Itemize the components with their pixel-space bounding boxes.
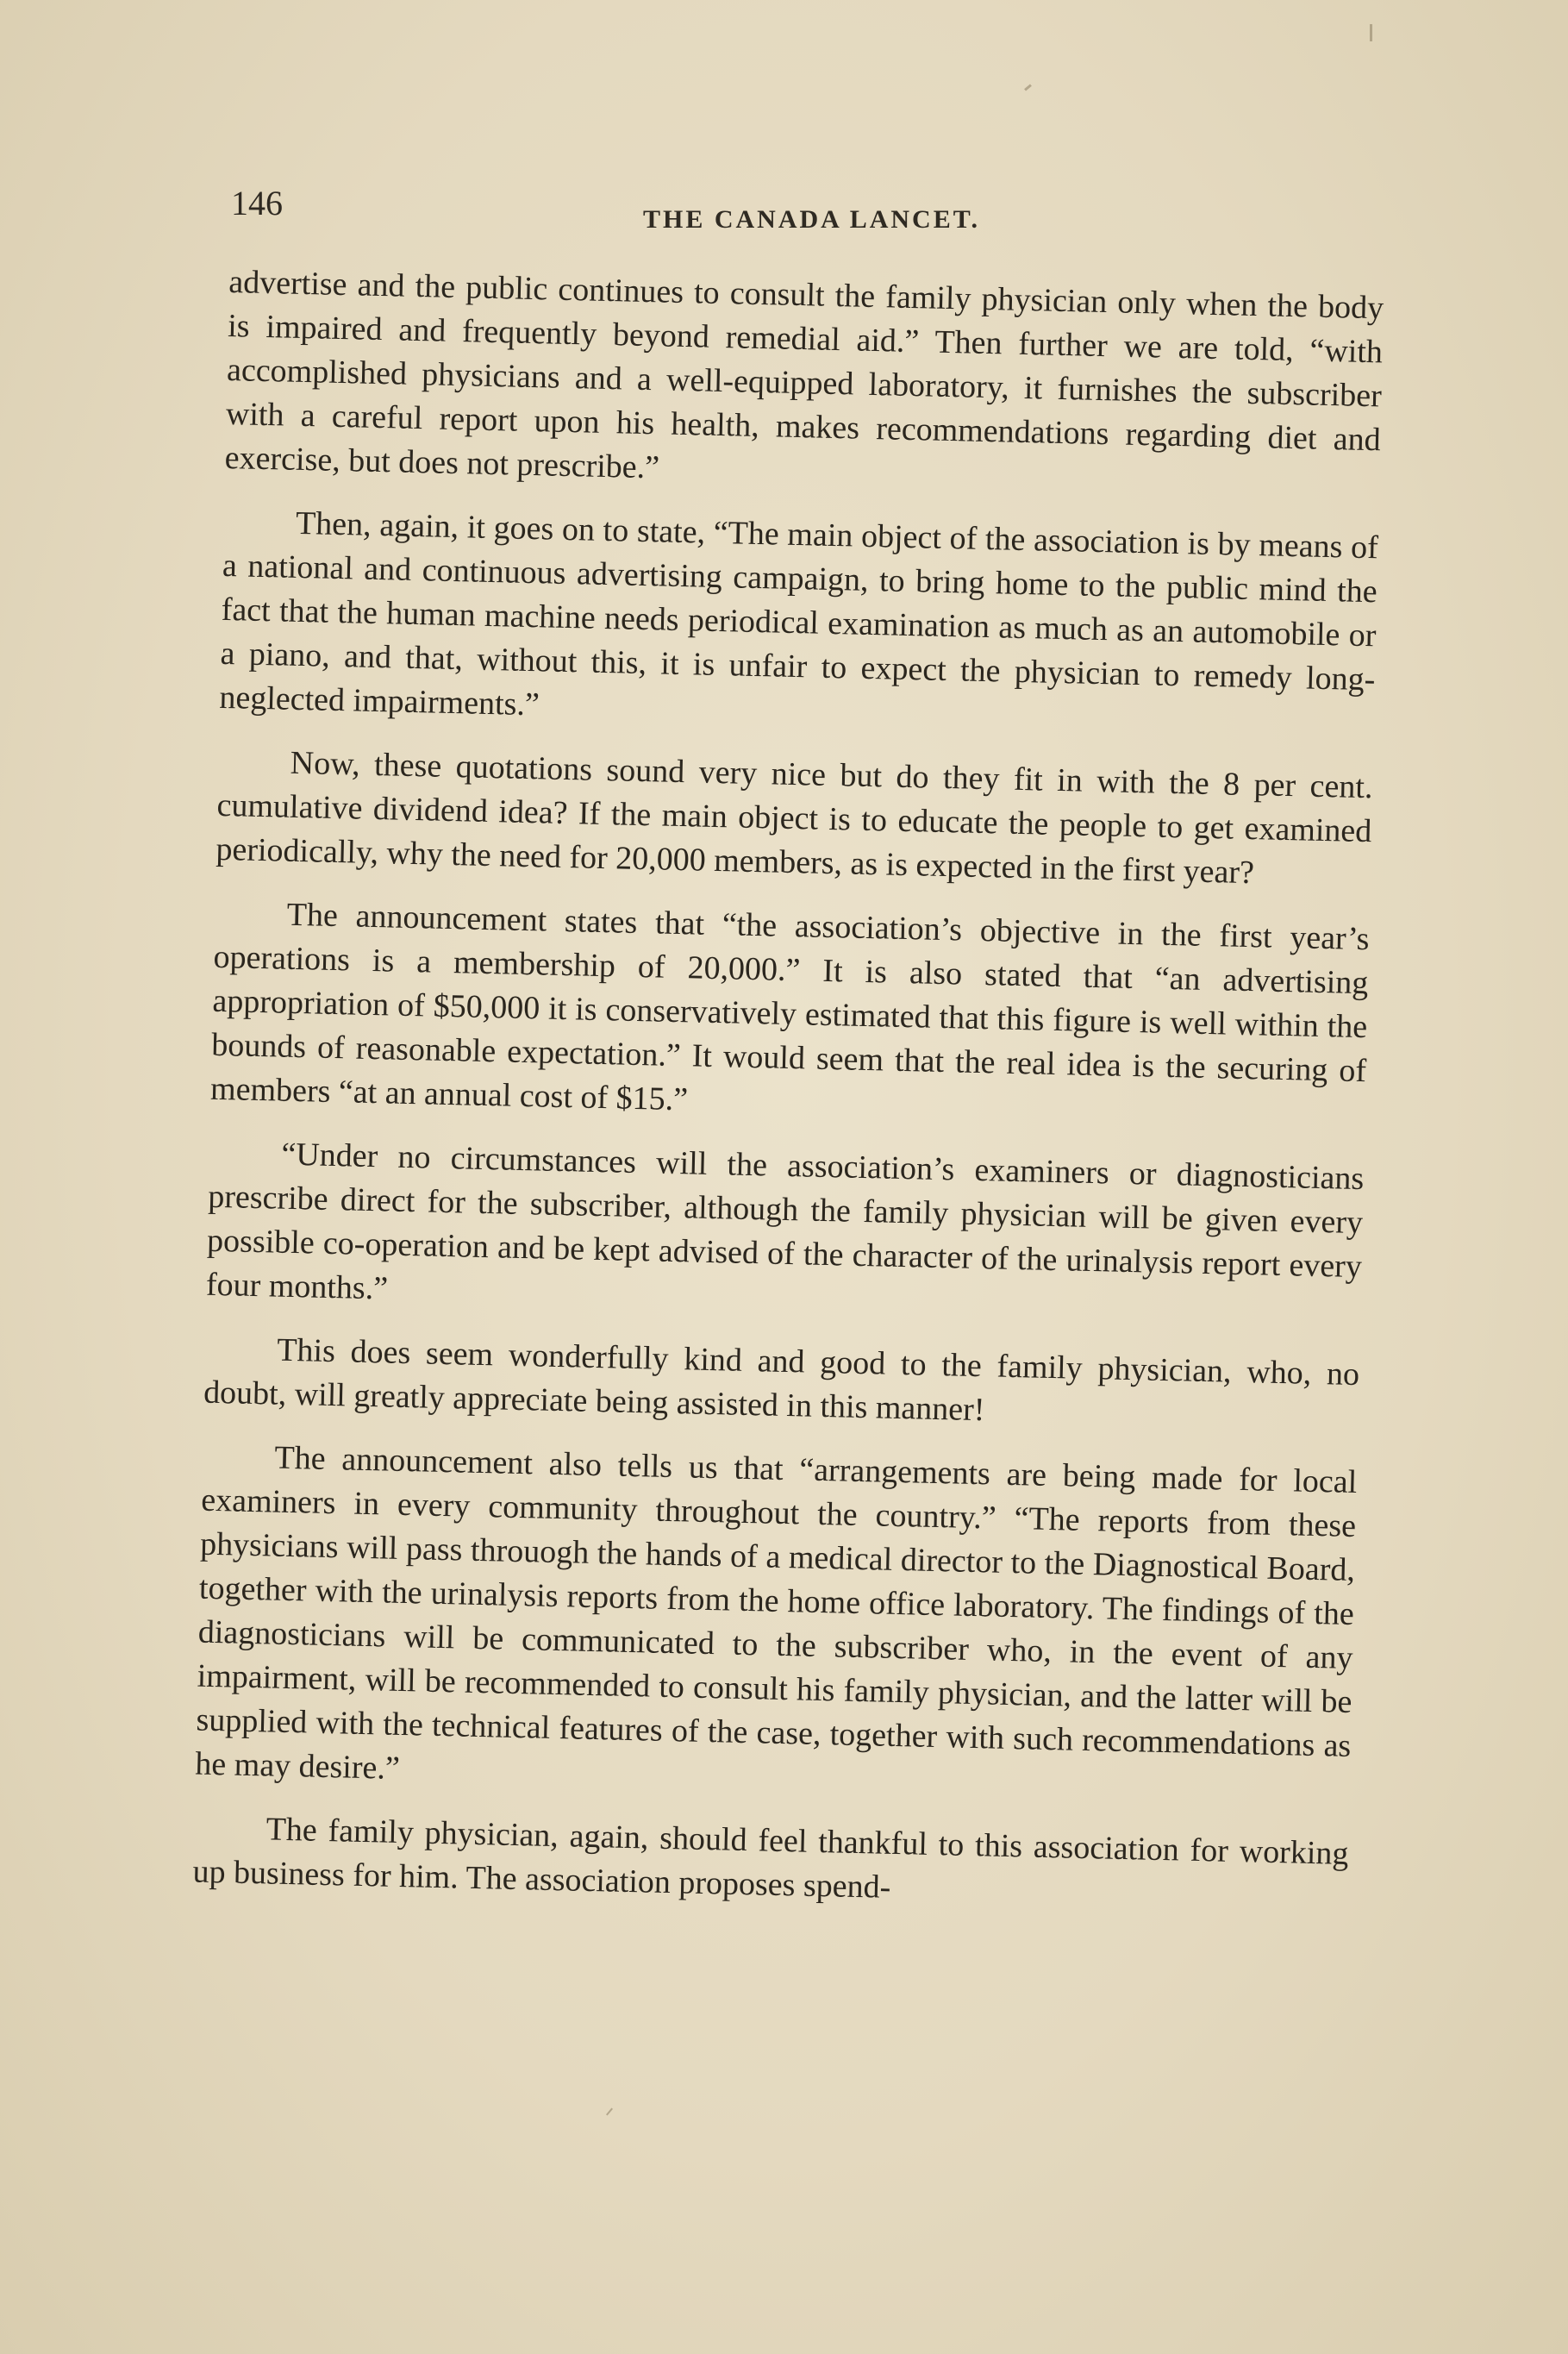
page-number: 146 <box>231 184 283 222</box>
paragraph: Then, again, it goes on to state, “The main object of the association is by means of a national and continuous advertising campaign, to bring home to the public mind the fact that the human machine needs periodical examination as much as an automobile or a piano, and that, without this, it is unfair to expect the physician to remedy long-neglected impairments.” <box>219 504 1379 723</box>
paragraph: The announcement states that “the association’s objective in the first year’s operations is a membership of 20,000.” It is also stated that “an advertising appropriation of $50,000 it is conservatively estimated that this figure is well within the bounds of reasonable expectation.” It would seem that the real idea is the securing of members “at an annual cost of $15.” <box>209 896 1370 1118</box>
paragraph: advertise and the public continues to consult the family physician only when the body is impaired and frequently beyond remedial aid.” Then further we are told, “with accomplished physicians and a well-equipped laboratory, it furnishes the subscriber with a careful report upon his health, makes recommendations regarding diet and exercise, but does not prescribe.” <box>224 263 1384 486</box>
running-title: THE CANADA LANCET. <box>643 205 980 234</box>
paragraph: The family physician, again, should feel thankful to this association for working up business for him. The association proposes spend- <box>192 1811 1349 1906</box>
article-body <box>191 260 1384 1940</box>
paper-speck <box>606 2108 613 2116</box>
paragraph: Now, these quotations sound very nice but do they fit in with the 8 per cent. cumulative dividend idea? If the main object is to educate the people to get examined periodically, why the need for 20,000 members, as is expected in the first year? <box>216 744 1373 892</box>
paragraph: The announcement also tells us that “arrangements are being made for local examiners in every community throughout the country.” “The reports from these physicians will pass throuogh the hands of a medical director to the Diagnostical Board, together with the urinalysis reports from the home office laboratory. The findings of the diagnosticians will be communicated to the subscriber who, in the event of any impairment, will be recommended to consult his family physician, and the latter will be supplied with the technical features of the case, together with such recommendations as he may desire.” <box>194 1439 1358 1787</box>
paper-speck <box>1024 84 1032 91</box>
paragraph: This does seem wonderfully kind and good to the family physician, who, no doubt, will greatly appreciate being assisted in this manner! <box>203 1331 1360 1429</box>
paper-speck <box>1370 24 1372 41</box>
paragraph: “Under no circumstances will the association’s examiners or diagnosticians prescribe direct for the subscriber, although the family physician will be given every possible co-operation and be kept advised of the character of the urinalysis report every four months.” <box>205 1136 1365 1307</box>
page-header <box>231 172 1403 250</box>
